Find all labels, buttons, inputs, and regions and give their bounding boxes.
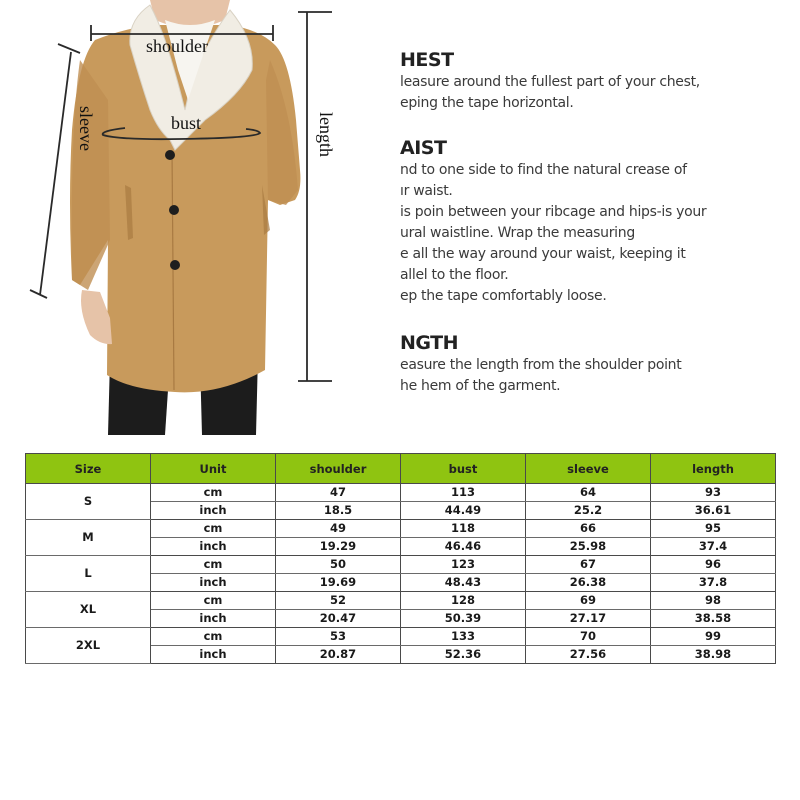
length-cell: 37.8 <box>651 574 776 592</box>
length-cell: 36.61 <box>651 502 776 520</box>
header-size: Size <box>26 454 151 484</box>
waist-line: ural waistline. Wrap the measuring <box>400 225 635 241</box>
chest-heading: HEST <box>400 49 454 71</box>
table-row <box>26 520 776 538</box>
shoulder-cell: 53 <box>276 628 401 646</box>
shoulder-cell: 18.5 <box>276 502 401 520</box>
sleeve-cell: 27.56 <box>526 646 651 664</box>
length-heading: NGTH <box>400 332 459 354</box>
waist-line: allel to the floor. <box>400 267 509 283</box>
waist-line: ep the tape comfortably loose. <box>400 288 607 304</box>
shoulder-label: shoulder <box>146 36 208 56</box>
header-shoulder: shoulder <box>276 454 401 484</box>
size-cell: 2XL <box>26 628 151 664</box>
chest-line: leasure around the fullest part of your chest, <box>400 74 700 90</box>
unit-cell: inch <box>151 574 276 592</box>
length-cell: 98 <box>651 592 776 610</box>
bust-cell: 52.36 <box>401 646 526 664</box>
button-1 <box>165 150 175 160</box>
sleeve-label: sleeve <box>76 106 96 151</box>
unit-cell: cm <box>151 520 276 538</box>
bust-cell: 46.46 <box>401 538 526 556</box>
header-length: length <box>651 454 776 484</box>
sleeve-cell: 25.98 <box>526 538 651 556</box>
bust-cell: 128 <box>401 592 526 610</box>
sleeve-cell: 69 <box>526 592 651 610</box>
size-cell: M <box>26 520 151 556</box>
shoulder-cell: 47 <box>276 484 401 502</box>
bust-label: bust <box>171 113 202 133</box>
length-cell: 95 <box>651 520 776 538</box>
bust-cell: 118 <box>401 520 526 538</box>
waist-line: e all the way around your waist, keeping it <box>400 246 686 262</box>
size-chart-table <box>25 453 776 664</box>
sleeve-cell: 25.2 <box>526 502 651 520</box>
sleeve-cell: 64 <box>526 484 651 502</box>
length-line: easure the length from the shoulder point <box>400 357 682 373</box>
guide-length <box>400 331 681 397</box>
unit-cell: inch <box>151 502 276 520</box>
size-cell: XL <box>26 592 151 628</box>
sleeve-cell: 70 <box>526 628 651 646</box>
chest-line: eping the tape horizontal. <box>400 95 574 111</box>
table-row <box>26 556 776 574</box>
sleeve-cell: 67 <box>526 556 651 574</box>
table-header-row <box>26 454 776 484</box>
size-cell: L <box>26 556 151 592</box>
coat-illustration <box>0 0 380 435</box>
shoulder-cell: 19.69 <box>276 574 401 592</box>
unit-cell: cm <box>151 628 276 646</box>
bust-cell: 133 <box>401 628 526 646</box>
length-cell: 38.58 <box>651 610 776 628</box>
bust-cell: 123 <box>401 556 526 574</box>
header-bust: bust <box>401 454 526 484</box>
length-cell: 96 <box>651 556 776 574</box>
button-2 <box>169 205 179 215</box>
size-cell: S <box>26 484 151 520</box>
guide-waist <box>400 136 706 307</box>
shoulder-cell: 50 <box>276 556 401 574</box>
neck-shape <box>150 0 230 28</box>
length-line: he hem of the garment. <box>400 378 561 394</box>
shoulder-cell: 52 <box>276 592 401 610</box>
shoulder-cell: 49 <box>276 520 401 538</box>
length-cell: 99 <box>651 628 776 646</box>
guide-chest <box>400 48 700 114</box>
unit-cell: inch <box>151 538 276 556</box>
button-3 <box>170 260 180 270</box>
sleeve-cell: 66 <box>526 520 651 538</box>
shoulder-cell: 20.47 <box>276 610 401 628</box>
bust-cell: 113 <box>401 484 526 502</box>
shoulder-cell: 19.29 <box>276 538 401 556</box>
unit-cell: inch <box>151 610 276 628</box>
bust-cell: 48.43 <box>401 574 526 592</box>
length-cell: 38.98 <box>651 646 776 664</box>
sleeve-cell: 27.17 <box>526 610 651 628</box>
length-label: length <box>316 112 336 157</box>
product-image <box>0 0 380 435</box>
unit-cell: cm <box>151 484 276 502</box>
waist-line: is poin between your ribcage and hips-is your <box>400 204 707 220</box>
bust-cell: 44.49 <box>401 502 526 520</box>
header-unit: Unit <box>151 454 276 484</box>
table-row <box>26 628 776 646</box>
bust-cell: 50.39 <box>401 610 526 628</box>
unit-cell: cm <box>151 592 276 610</box>
length-cell: 37.4 <box>651 538 776 556</box>
unit-cell: inch <box>151 646 276 664</box>
waist-line: ır waist. <box>400 183 453 199</box>
table-row <box>26 592 776 610</box>
table-row <box>26 484 776 502</box>
unit-cell: cm <box>151 556 276 574</box>
header-sleeve: sleeve <box>526 454 651 484</box>
waist-heading: AIST <box>400 137 447 159</box>
sleeve-cell: 26.38 <box>526 574 651 592</box>
length-cell: 93 <box>651 484 776 502</box>
shoulder-cell: 20.87 <box>276 646 401 664</box>
waist-line: nd to one side to find the natural crease of <box>400 162 687 178</box>
